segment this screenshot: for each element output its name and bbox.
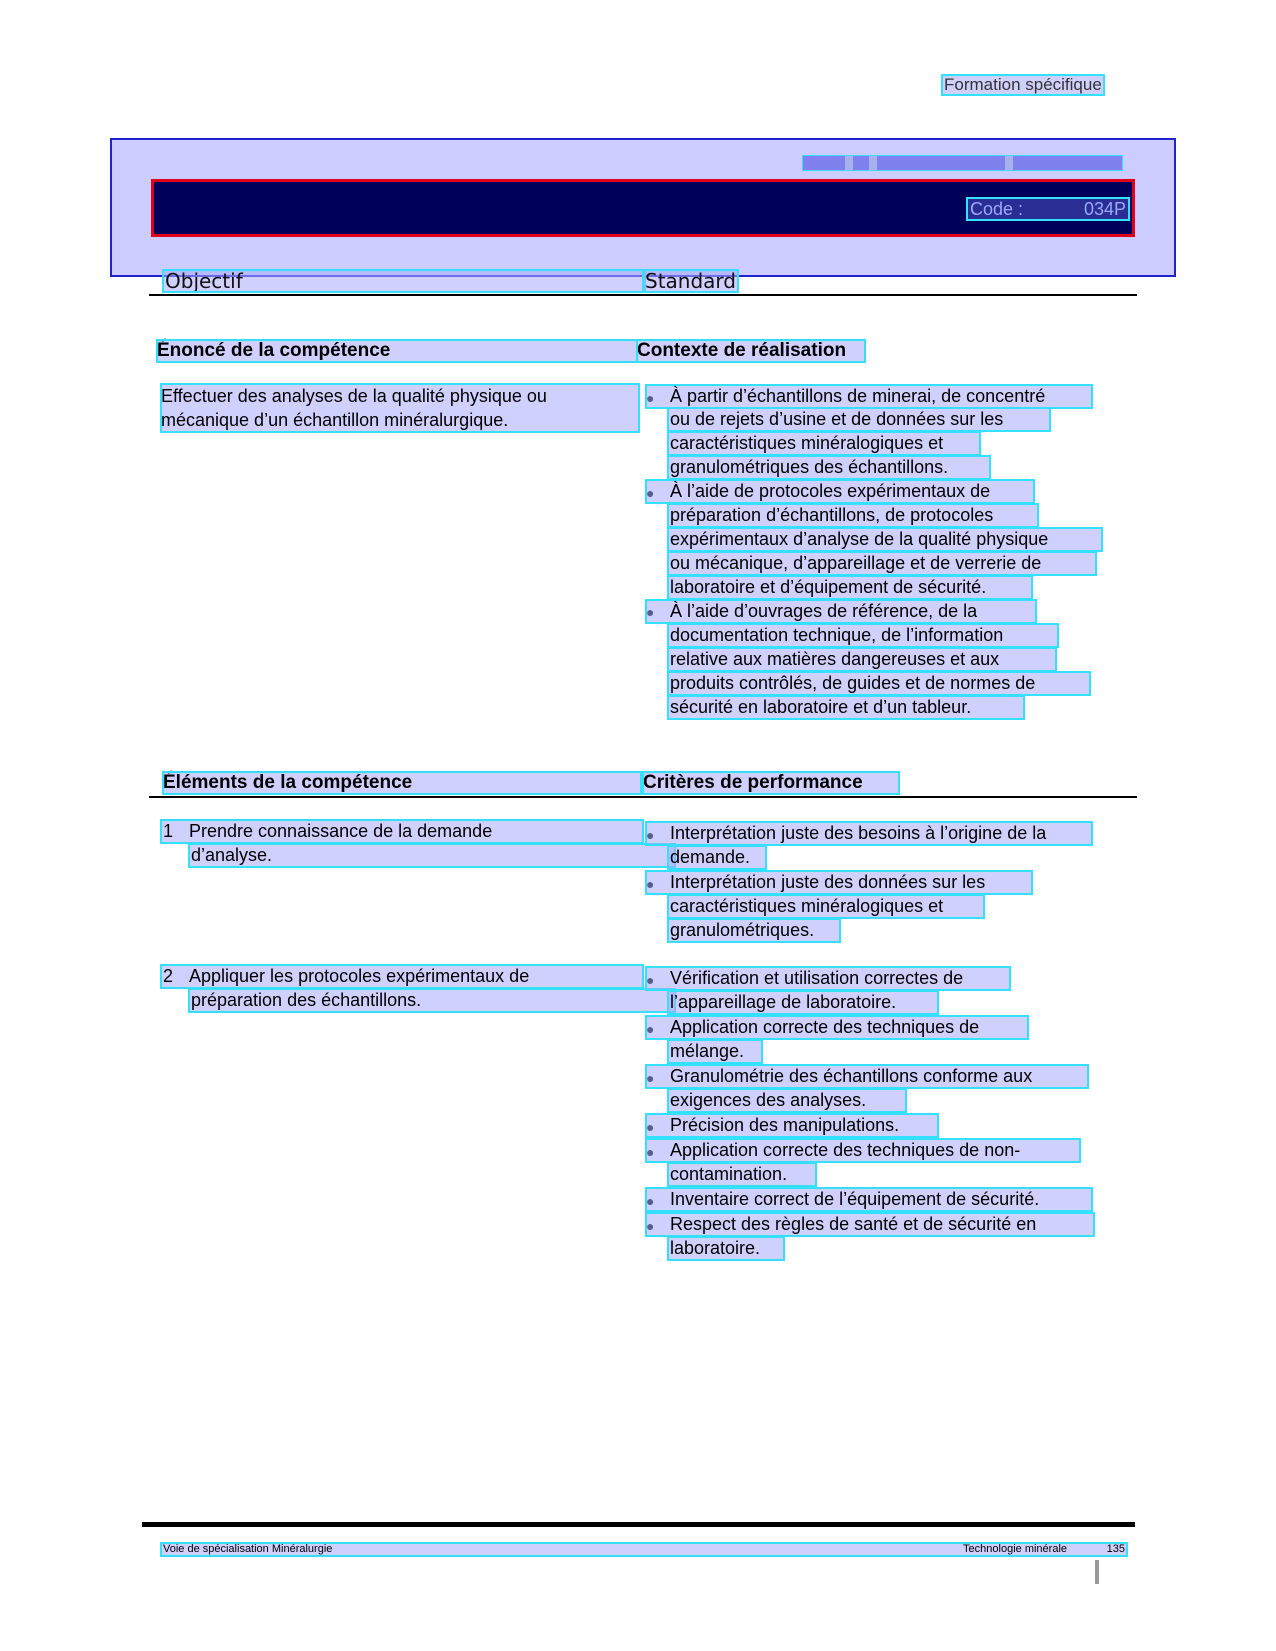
criterion-line: Inventaire correct de l’équipement de sécurité. bbox=[646, 1188, 1092, 1211]
criterion-line: contamination. bbox=[668, 1163, 816, 1186]
context-item-line: À partir d’échantillons de minerai, de concentré bbox=[646, 385, 1092, 408]
context-item-line: granulométriques des échantillons. bbox=[668, 456, 990, 479]
page-edge-mark bbox=[1095, 1560, 1099, 1584]
element-line: 2 Appliquer les protocoles expérimentaux de bbox=[161, 965, 643, 988]
bar-segment bbox=[869, 156, 877, 170]
statement-line: Effectuer des analyses de la qualité physique ou bbox=[161, 386, 547, 406]
criterion-line: Application correcte des techniques de bbox=[646, 1016, 1028, 1039]
heading-competency-statement: Énoncé de la compétence bbox=[157, 340, 637, 362]
criterion-line: Respect des règles de santé et de sécurité en bbox=[646, 1213, 1094, 1236]
heading-competency-elements: Éléments de la compétence bbox=[163, 772, 641, 794]
criterion-line: Application correcte des techniques de non- bbox=[646, 1139, 1080, 1162]
context-item-line: relative aux matières dangereuses et aux bbox=[668, 648, 1056, 671]
heading-realization-context: Contexte de réalisation bbox=[637, 340, 865, 362]
footer bbox=[161, 1543, 1127, 1556]
criterion-line: granulométriques. bbox=[668, 919, 840, 942]
element-number: 2 bbox=[163, 966, 174, 986]
criterion-line: Précision des manipulations. bbox=[646, 1114, 938, 1137]
element-line: préparation des échantillons. bbox=[189, 989, 675, 1012]
element-line: 1 Prendre connaissance de la demande bbox=[161, 820, 643, 843]
context-item-line: produits contrôlés, de guides et de normes de bbox=[668, 672, 1090, 695]
context-item-line: ou mécanique, d’appareillage et de verrerie de bbox=[668, 552, 1096, 575]
context-item-line: documentation technique, de l’information bbox=[668, 624, 1058, 647]
criterion-line: mélange. bbox=[668, 1040, 762, 1063]
criterion-line: exigences des analyses. bbox=[668, 1089, 906, 1112]
column-heading-standard: Standard bbox=[645, 269, 736, 293]
competency-code bbox=[968, 199, 1128, 219]
bar-segment bbox=[1005, 156, 1013, 170]
code-value: 034P bbox=[1083, 199, 1126, 219]
context-item-line: caractéristiques minéralogiques et bbox=[668, 432, 980, 455]
context-item-line: À l’aide de protocoles expérimentaux de bbox=[646, 480, 1034, 503]
context-item-line: expérimentaux d’analyse de la qualité physique bbox=[668, 528, 1102, 551]
criterion-line: Interprétation juste des besoins à l’origine de la bbox=[646, 822, 1092, 845]
column-heading-objective: Objectif bbox=[163, 270, 645, 292]
criterion-line: demande. bbox=[668, 846, 766, 869]
header-rule bbox=[149, 294, 1137, 296]
context-item-line: ou de rejets d’usine et de données sur les bbox=[668, 408, 1050, 431]
banner-decoration-bar bbox=[802, 155, 1123, 171]
element-line: d’analyse. bbox=[189, 844, 675, 867]
criterion-line: Vérification et utilisation correctes de bbox=[646, 967, 1010, 990]
bar-segment bbox=[845, 156, 853, 170]
page-number: 135 bbox=[1106, 1543, 1125, 1555]
code-label: Code : bbox=[970, 199, 1024, 219]
section-rule bbox=[149, 796, 1137, 798]
footer-rule bbox=[142, 1522, 1135, 1527]
context-item-line: sécurité en laboratoire et d’un tableur. bbox=[668, 696, 1024, 719]
criterion-line: caractéristiques minéralogiques et bbox=[668, 895, 984, 918]
criterion-line: Granulométrie des échantillons conforme aux bbox=[646, 1065, 1088, 1088]
criterion-line: laboratoire. bbox=[668, 1237, 784, 1260]
element-number: 1 bbox=[163, 821, 174, 841]
document-section-label: Formation spécifique bbox=[944, 75, 1102, 94]
criterion-line: Interprétation juste des données sur les bbox=[646, 871, 1032, 894]
context-item-line: préparation d’échantillons, de protocoles bbox=[668, 504, 1038, 527]
statement-line: mécanique d’un échantillon minéralurgique. bbox=[161, 410, 509, 430]
footer-right: Technologie minérale bbox=[963, 1543, 1067, 1555]
criterion-line: l’appareillage de laboratoire. bbox=[668, 991, 938, 1014]
footer-left: Voie de spécialisation Minéralurgie bbox=[163, 1543, 333, 1555]
context-item-line: laboratoire et d’équipement de sécurité. bbox=[668, 576, 1032, 599]
heading-performance-criteria: Critères de performance bbox=[643, 772, 899, 794]
context-item-line: À l’aide d’ouvrages de référence, de la bbox=[646, 600, 1036, 623]
competency-statement bbox=[161, 384, 639, 432]
